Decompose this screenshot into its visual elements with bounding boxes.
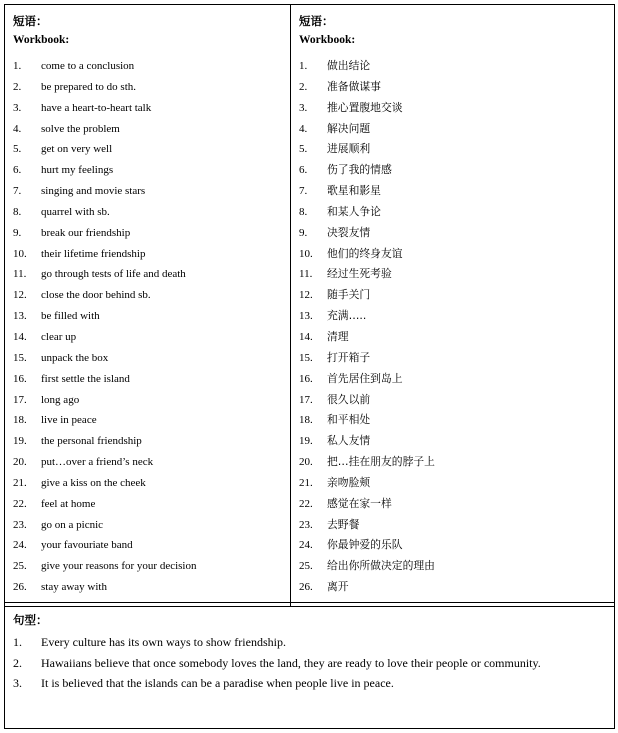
item-text: 离开 (327, 580, 349, 594)
list-item (299, 515, 435, 536)
item-text: 经过生死考验 (327, 267, 392, 281)
item-text: stay away with (41, 581, 107, 594)
item-number: 20. (13, 456, 27, 469)
list-item (13, 77, 197, 98)
list-item (13, 98, 197, 119)
item-text: have a heart-to-heart talk (41, 101, 152, 114)
item-number: 7. (299, 185, 308, 198)
list-item (13, 327, 197, 348)
list-item (299, 98, 435, 119)
item-number: 2. (299, 80, 308, 93)
item-text: give your reasons for your decision (41, 560, 197, 573)
list-item (13, 181, 197, 202)
list-item (13, 473, 197, 494)
list-item (13, 139, 197, 160)
item-text: your favouriate band (41, 539, 133, 552)
item-number: 10. (299, 247, 313, 260)
list-item (13, 431, 197, 452)
list-item (13, 410, 197, 431)
item-number: 13. (299, 310, 313, 323)
item-text: 把…挂在朋友的脖子上 (327, 455, 435, 469)
item-text: feel at home (41, 497, 96, 510)
item-text: long ago (41, 393, 80, 406)
list-item (299, 577, 435, 598)
list-item (13, 348, 197, 369)
list-item (13, 556, 197, 577)
item-text: solve the problem (41, 122, 120, 135)
item-number: 24. (13, 539, 27, 552)
item-number: 11. (299, 268, 313, 281)
item-text: 很久以前 (327, 392, 371, 406)
item-text: 你最钟爱的乐队 (327, 538, 403, 552)
item-text: get on very well (41, 143, 113, 156)
workbook-heading: Workbook: (13, 34, 70, 46)
list-item (13, 264, 197, 285)
item-number: 13. (13, 310, 27, 323)
item-number: 1. (13, 635, 22, 649)
item-number: 14. (13, 330, 27, 343)
list-item (13, 306, 197, 327)
list-item (299, 244, 435, 265)
item-text: their lifetime friendship (41, 247, 146, 260)
phrase-list (13, 56, 197, 598)
item-text: 打开箱子 (327, 350, 371, 364)
item-number: 15. (13, 351, 27, 364)
item-number: 18. (299, 414, 313, 427)
list-item (299, 431, 435, 452)
item-number: 21. (13, 476, 27, 489)
item-text: 歌星和影星 (327, 184, 381, 198)
item-number: 10. (13, 247, 27, 260)
phrase-list (299, 56, 435, 598)
item-text: 和平相处 (327, 413, 371, 427)
item-text: 感觉在家一样 (327, 496, 392, 510)
item-text: 做出结论 (327, 59, 371, 72)
item-number: 21. (299, 476, 313, 489)
item-number: 23. (299, 518, 313, 531)
item-text: clear up (41, 330, 77, 343)
list-item (299, 327, 435, 348)
item-text: break our friendship (41, 226, 131, 239)
item-number: 8. (299, 205, 308, 218)
item-text: singing and movie stars (41, 185, 146, 198)
item-number: 26. (299, 581, 313, 594)
item-text: Every culture has its own ways to show friendship. (41, 635, 286, 649)
item-number: 25. (299, 560, 313, 573)
item-number: 24. (299, 539, 313, 552)
item-number: 14. (299, 330, 313, 343)
item-text: the personal friendship (41, 435, 142, 448)
item-number: 9. (299, 226, 308, 239)
list-item (299, 473, 435, 494)
item-number: 23. (13, 518, 27, 531)
list-item (13, 452, 197, 473)
item-text: 解决问题 (327, 121, 371, 135)
item-text: 清理 (327, 329, 349, 343)
list-item (299, 181, 435, 202)
list-item (299, 223, 435, 244)
item-number: 17. (299, 393, 313, 406)
list-item (299, 77, 435, 98)
list-item (299, 160, 435, 181)
item-text: be prepared to do sth. (41, 80, 136, 93)
item-number: 12. (13, 289, 27, 302)
list-item (299, 306, 435, 327)
item-number: 3. (13, 101, 22, 114)
section-label: 句型： (13, 615, 48, 627)
item-number: 1. (13, 60, 22, 72)
item-text: 给出你所做决定的理由 (327, 559, 435, 573)
item-text: 首先居住到岛上 (327, 371, 403, 385)
item-text: come to a conclusion (41, 60, 135, 72)
item-number: 9. (13, 226, 22, 239)
item-number: 11. (13, 268, 27, 281)
item-text: first settle the island (41, 372, 130, 385)
list-item (299, 119, 435, 140)
item-number: 6. (13, 164, 22, 177)
item-text: 私人友情 (327, 434, 371, 448)
list-item (13, 202, 197, 223)
list-item (299, 494, 435, 515)
list-item (13, 673, 606, 694)
item-text: hurt my feelings (41, 164, 114, 177)
item-text: close the door behind sb. (41, 289, 151, 302)
item-text: be filled with (41, 310, 100, 323)
list-item (13, 223, 197, 244)
list-item (13, 653, 606, 674)
item-number: 5. (299, 143, 308, 156)
sentence-list (13, 632, 606, 694)
item-text: 准备做谋事 (327, 79, 381, 93)
item-number: 7. (13, 185, 22, 198)
list-item (13, 390, 197, 411)
item-number: 19. (299, 435, 313, 448)
list-item (13, 494, 197, 515)
item-number: 17. (13, 393, 27, 406)
list-item (299, 56, 435, 77)
item-text: live in peace (41, 414, 97, 427)
list-item (299, 202, 435, 223)
list-item (13, 515, 197, 536)
item-text: 进展顺利 (327, 142, 371, 156)
list-item (299, 390, 435, 411)
item-text: 充满….. (327, 309, 367, 323)
item-number: 2. (13, 80, 22, 93)
item-number: 22. (13, 497, 27, 510)
item-text: Hawaiians believe that once somebody loves the land, they are ready to love their people or community. (41, 655, 541, 670)
item-text: 和某人争论 (327, 204, 381, 218)
list-item (13, 56, 197, 77)
item-text: It is believed that the islands can be a paradise when people live in peace. (41, 676, 394, 690)
list-item (13, 632, 606, 653)
item-number: 26. (13, 581, 27, 594)
item-text: unpack the box (41, 351, 109, 364)
item-number: 25. (13, 560, 27, 573)
item-number: 22. (299, 497, 313, 510)
list-item (13, 119, 197, 140)
section-label: 短语： (13, 16, 48, 28)
chinese-phrases-panel (290, 4, 615, 607)
list-item (299, 410, 435, 431)
item-text: put…over a friend’s neck (41, 456, 154, 469)
item-number: 20. (299, 456, 313, 469)
list-item (299, 452, 435, 473)
item-number: 3. (13, 676, 22, 690)
list-item (299, 556, 435, 577)
item-text: go through tests of life and death (41, 268, 186, 281)
item-number: 15. (299, 351, 313, 364)
list-item (13, 535, 197, 556)
item-text: 推心置腹地交谈 (327, 100, 403, 114)
item-text: go on a picnic (41, 518, 104, 531)
list-item (13, 577, 197, 598)
item-number: 12. (299, 289, 313, 302)
sentence-patterns-panel (4, 602, 615, 729)
item-number: 1. (299, 60, 308, 72)
list-item (13, 369, 197, 390)
workbook-heading: Workbook: (299, 34, 356, 46)
list-item (299, 285, 435, 306)
list-item (13, 160, 197, 181)
item-text: quarrel with sb. (41, 205, 110, 218)
item-text: 决裂友情 (327, 225, 371, 239)
item-text: 伤了我的情感 (327, 163, 392, 177)
english-phrases-panel (4, 4, 291, 607)
item-number: 19. (13, 435, 27, 448)
section-label: 短语： (299, 16, 334, 28)
item-number: 18. (13, 414, 27, 427)
list-item (299, 348, 435, 369)
item-number: 3. (299, 101, 308, 114)
item-number: 2. (13, 655, 22, 670)
list-item (299, 264, 435, 285)
item-number: 8. (13, 205, 22, 218)
item-text: 去野餐 (327, 517, 360, 531)
list-item (299, 139, 435, 160)
item-number: 6. (299, 164, 308, 177)
item-text: 亲吻脸颊 (327, 475, 371, 489)
item-text: 随手关门 (327, 288, 371, 302)
list-item (13, 285, 197, 306)
list-item (13, 244, 197, 265)
item-number: 5. (13, 143, 22, 156)
list-item (299, 535, 435, 556)
list-item (299, 369, 435, 390)
item-number: 16. (13, 372, 27, 385)
item-number: 16. (299, 372, 313, 385)
item-text: give a kiss on the cheek (41, 476, 146, 489)
item-text: 他们的终身友谊 (327, 246, 403, 260)
item-number: 4. (299, 122, 308, 135)
item-number: 4. (13, 122, 22, 135)
